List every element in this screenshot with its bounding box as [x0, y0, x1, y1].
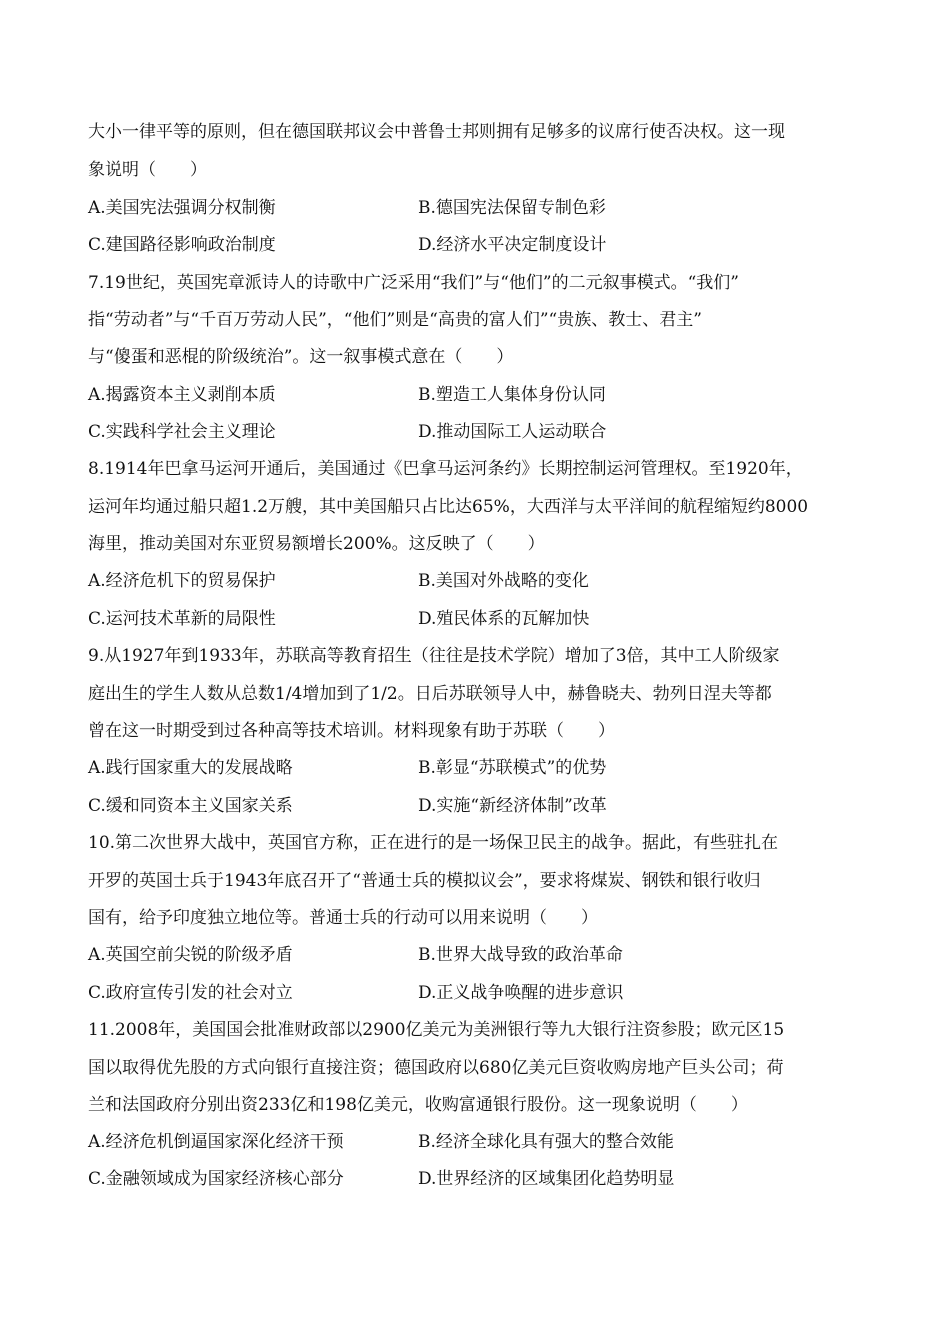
q8-line-3: 海里，推动美国对东亚贸易额增长200%。这反映了（ ）: [88, 534, 545, 554]
q10-option-d[interactable]: D.正义战争唤醒的进步意识: [418, 983, 624, 1003]
q8-option-d[interactable]: D.殖民体系的瓦解加快: [418, 609, 590, 629]
q9-option-b[interactable]: B.彰显“苏联模式”的优势: [418, 758, 607, 778]
q9-line-3: 曾在这一时期受到过各种高等技术培训。材料现象有助于苏联（ ）: [88, 721, 615, 741]
q8-line-1: 8.1914年巴拿马运河开通后，美国通过《巴拿马运河条约》长期控制运河管理权。至1920年，: [88, 459, 803, 479]
q7-line-2: 指“劳动者”与“千百万劳动人民”，“他们”则是“高贵的富人们”“贵族、教士、君主”: [88, 310, 702, 330]
q9-option-a[interactable]: A.践行国家重大的发展战略: [88, 758, 293, 778]
intro-option-d[interactable]: D.经济水平决定制度设计: [418, 235, 607, 255]
q7-option-b[interactable]: B.塑造工人集体身份认同: [418, 385, 606, 405]
q8-option-b[interactable]: B.美国对外战略的变化: [418, 571, 589, 591]
q7-option-a[interactable]: A.揭露资本主义剥削本质: [88, 385, 276, 405]
q11-option-d[interactable]: D.世界经济的区域集团化趋势明显: [418, 1169, 675, 1189]
intro-line-1: 大小一律平等的原则，但在德国联邦议会中普鲁士邦则拥有足够多的议席行使否决权。这一现: [88, 122, 785, 142]
intro-line-2: 象说明（ ）: [88, 160, 207, 180]
q10-option-c[interactable]: C.政府宣传引发的社会对立: [88, 983, 293, 1003]
q10-option-b[interactable]: B.世界大战导致的政治革命: [418, 945, 623, 965]
q11-line-3: 兰和法国政府分别出资233亿和198亿美元，收购富通银行股份。这一现象说明（ ）: [88, 1095, 748, 1115]
q9-option-c[interactable]: C.缓和同资本主义国家关系: [88, 796, 293, 816]
intro-option-a[interactable]: A.美国宪法强调分权制衡: [88, 198, 276, 218]
q11-line-1: 11.2008年，美国国会批准财政部以2900亿美元为美洲银行等九大银行注资参股；欧元区15: [88, 1020, 785, 1040]
q11-option-b[interactable]: B.经济全球化具有强大的整合效能: [418, 1132, 674, 1152]
q10-option-a[interactable]: A.英国空前尖锐的阶级矛盾: [88, 945, 293, 965]
q9-option-d[interactable]: D.实施“新经济体制”改革: [418, 796, 607, 816]
intro-option-b[interactable]: B.德国宪法保留专制色彩: [418, 198, 606, 218]
q7-option-d[interactable]: D.推动国际工人运动联合: [418, 422, 607, 442]
q7-line-3: 与“傻蛋和恶棍的阶级统治”。这一叙事模式意在（ ）: [88, 347, 514, 367]
q10-line-3: 国有，给予印度独立地位等。普通士兵的行动可以用来说明（ ）: [88, 908, 598, 928]
q8-option-c[interactable]: C.运河技术革新的局限性: [88, 609, 276, 629]
q8-option-a[interactable]: A.经济危机下的贸易保护: [88, 571, 276, 591]
q9-line-1: 9.从1927年到1933年，苏联高等教育招生（往往是技术学院）增加了3倍，其中工人阶级家: [88, 646, 780, 666]
intro-option-c[interactable]: C.建国路径影响政治制度: [88, 235, 276, 255]
q10-line-2: 开罗的英国士兵于1943年底召开了“普通士兵的模拟议会”，要求将煤炭、钢铁和银行收归: [88, 871, 761, 891]
q11-line-2: 国以取得优先股的方式向银行直接注资；德国政府以680亿美元巨资收购房地产巨头公司；荷: [88, 1058, 784, 1078]
q8-line-2: 运河年均通过船只超1.2万艘，其中美国船只占比达65%，大西洋与太平洋间的航程缩短约8000: [88, 497, 809, 517]
q7-option-c[interactable]: C.实践科学社会主义理论: [88, 422, 276, 442]
q9-line-2: 庭出生的学生人数从总数1/4增加到了1/2。日后苏联领导人中，赫鲁晓夫、勃列日涅夫等都: [88, 684, 772, 704]
q11-option-c[interactable]: C.金融领域成为国家经济核心部分: [88, 1169, 344, 1189]
q7-line-1: 7.19世纪，英国宪章派诗人的诗歌中广泛采用“我们”与“他们”的二元叙事模式。“我们”: [88, 273, 739, 293]
q11-option-a[interactable]: A.经济危机倒逼国家深化经济干预: [88, 1132, 344, 1152]
q10-line-1: 10.第二次世界大战中，英国官方称，正在进行的是一场保卫民主的战争。据此，有些驻扎在: [88, 833, 779, 853]
